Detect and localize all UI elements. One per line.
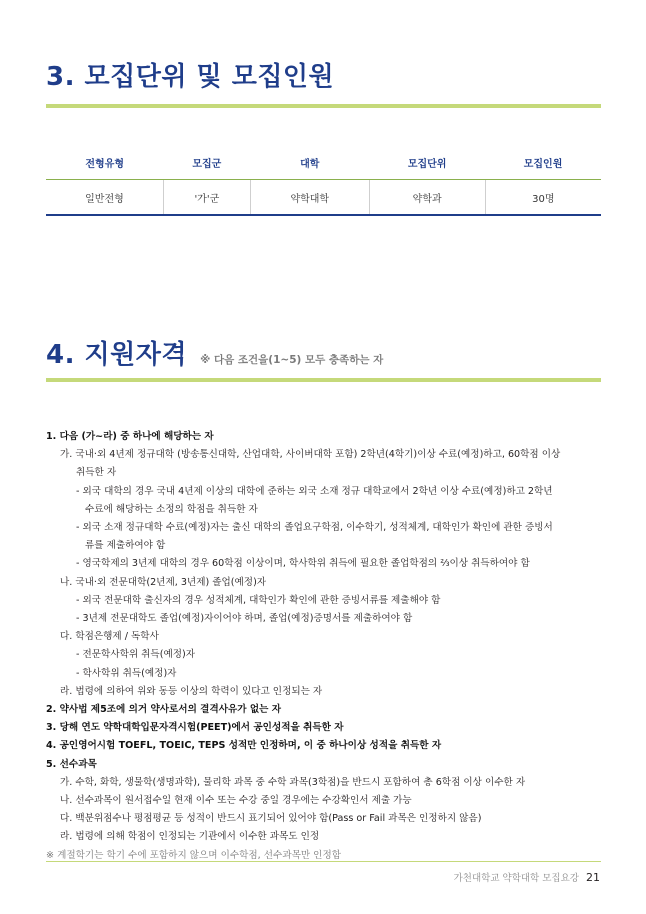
table-cell: 30명 bbox=[485, 180, 601, 216]
table-header: 전형유형 bbox=[46, 146, 163, 180]
list-item: 3. 당해 연도 약학대학입문자격시험(PEET)에서 공인성적을 취득한 자 bbox=[46, 722, 344, 734]
list-item: - 영국학제의 3년제 대학의 경우 60학점 이상이며, 학사학위 취득에 필요한 졸업학점의 ⅔이상 취득하여야 함 bbox=[76, 558, 530, 570]
table-cell: '가'군 bbox=[163, 180, 250, 216]
table-header: 모집인원 bbox=[485, 146, 601, 180]
list-item: 나. 국내·외 전문대학(2년제, 3년제) 졸업(예정)자 bbox=[60, 576, 267, 588]
section4-divider bbox=[46, 378, 601, 382]
list-item: 라. 법령에 의해 학점이 인정되는 기관에서 이수한 과목도 인정 bbox=[60, 831, 320, 843]
list-item: 수료에 해당하는 소정의 학점을 취득한 자 bbox=[85, 503, 258, 515]
list-item: - 외국 전문대학 출신자의 경우 성적체계, 대학인가 확인에 관한 증빙서류를 제출해야 함 bbox=[76, 594, 441, 606]
list-item: 다. 학점은행제 / 독학사 bbox=[60, 631, 159, 643]
list-item: 다. 백분위점수나 평점평균 등 성적이 반드시 표기되어 있어야 함(Pass or Fail 과목은 인정하지 않음) bbox=[60, 813, 482, 825]
table-row bbox=[46, 180, 601, 216]
list-item: 라. 법령에 의하여 위와 동등 이상의 학력이 있다고 인정되는 자 bbox=[60, 685, 323, 697]
list-item: - 3년제 전문대학도 졸업(예정)자이어야 하며, 졸업(예정)증명서를 제출하여야 함 bbox=[76, 613, 413, 625]
table-cell: 일반전형 bbox=[46, 180, 163, 216]
table-cell: 약학과 bbox=[369, 180, 485, 216]
list-item: 5. 선수과목 bbox=[46, 758, 97, 770]
table-header-row bbox=[46, 146, 601, 180]
section3-title: 3. 모집단위 및 모집인원 bbox=[46, 62, 335, 92]
list-item: - 외국 소재 정규대학 수료(예정)자는 출신 대학의 졸업요구학점, 이수학기, 성적체계, 대학인가 확인에 관한 증빙서 bbox=[76, 522, 553, 534]
footer-text: 가천대학교 약학대학 모집요강 bbox=[453, 873, 579, 884]
list-item: 2. 약사법 제5조에 의거 약사로서의 결격사유가 없는 자 bbox=[46, 704, 281, 716]
section4-heading bbox=[46, 334, 383, 371]
footer-divider bbox=[46, 861, 601, 862]
table-header: 대학 bbox=[250, 146, 369, 180]
table-header: 모집군 bbox=[163, 146, 250, 180]
section3-divider bbox=[46, 104, 601, 108]
page-number: 21 bbox=[586, 871, 600, 884]
footnote: ※ 계절학기는 학기 수에 포함하지 않으며 이수학점, 선수과목만 인정함 bbox=[46, 849, 341, 861]
list-item: 류를 제출하여야 함 bbox=[85, 540, 166, 552]
section4-title: 4. 지원자격 bbox=[46, 340, 187, 370]
eligibility-list bbox=[46, 428, 602, 865]
list-item: 1. 다음 (가~라) 중 하나에 해당하는 자 bbox=[46, 431, 214, 442]
list-item: 가. 수학, 화학, 생물학(생명과학), 물리학 과목 중 수학 과목(3학점)을 반드시 포함하여 총 6학점 이상 이수한 자 bbox=[60, 776, 526, 788]
list-item: 취득한 자 bbox=[76, 467, 117, 479]
table-cell: 약학대학 bbox=[250, 180, 369, 216]
list-item: 나. 선수과목이 원서접수일 현재 이수 또는 수강 중일 경우에는 수강확인서 제출 가능 bbox=[60, 795, 412, 807]
list-item: 4. 공인영어시험 TOEFL, TOEIC, TEPS 성적만 인정하며, 이 중 하나이상 성적을 취득한 자 bbox=[46, 740, 442, 752]
list-item: 가. 국내·외 4년제 정규대학 (방송통신대학, 산업대학, 사이버대학 포함) 2학년(4학기)이상 수료(예정)하고, 60학점 이상 bbox=[60, 449, 561, 461]
section4-note: ※ 다음 조건을(1~5) 모두 충족하는 자 bbox=[200, 354, 384, 366]
recruitment-table bbox=[46, 146, 601, 216]
footer bbox=[454, 870, 600, 884]
list-item: - 학사학위 취득(예정)자 bbox=[76, 667, 177, 679]
list-item: - 외국 대학의 경우 국내 4년제 이상의 대학에 준하는 외국 소재 정규 대학교에서 2학년 이상 수료(예정)하고 2학년 bbox=[76, 485, 553, 497]
table-header: 모집단위 bbox=[369, 146, 485, 180]
list-item: - 전문학사학위 취득(예정)자 bbox=[76, 649, 195, 661]
